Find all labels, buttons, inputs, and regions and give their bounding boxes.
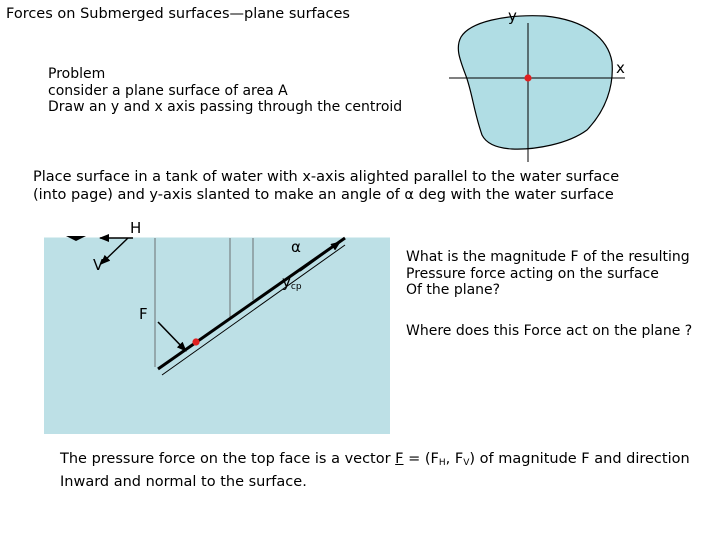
ycp-subscript: cp <box>290 282 302 292</box>
pressure-text-a: The pressure force on the top face is a vector <box>60 451 396 467</box>
pressure-line-1 <box>60 450 690 473</box>
problem-statement <box>48 66 402 116</box>
page-title: Forces on Submerged surfaces—plane surfaces <box>6 6 350 22</box>
question-line-1: What is the magnitude F of the resulting <box>406 249 690 265</box>
y-axis-label: y <box>508 7 517 25</box>
question-line-3: Of the plane? <box>406 282 501 298</box>
pressure-line-2: Inward and normal to the surface. <box>60 474 307 490</box>
placement-description <box>33 168 619 204</box>
pressure-text-c: , F <box>445 451 464 467</box>
x-axis-label: x <box>616 59 625 77</box>
question-line-2: Pressure force acting on the surface <box>406 265 659 282</box>
pressure-text-b: = (F <box>403 451 439 467</box>
pressure-text-d: ) of magnitude F and direction <box>469 451 690 467</box>
H-label: H <box>130 219 142 237</box>
force-vector-symbol: F <box>395 451 404 467</box>
problem-heading: Problem <box>48 66 106 82</box>
alpha-label: α <box>291 238 301 256</box>
ycp-label <box>282 274 302 295</box>
subscript-H: H <box>438 458 446 468</box>
location-question: Where does this Force act on the plane ? <box>406 323 693 339</box>
pressure-force-statement <box>60 450 690 492</box>
subscript-V: V <box>463 458 470 468</box>
F-label: F <box>139 305 148 323</box>
V-label: V <box>93 256 104 274</box>
submerged-centroid-dot <box>192 338 199 345</box>
placement-line-2: (into page) and y-axis slanted to make an angle of α deg with the water surface <box>33 187 614 203</box>
problem-line-axes: Draw an y and x axis passing through the centroid <box>48 99 403 115</box>
magnitude-question <box>406 249 690 299</box>
placement-line-1: Place surface in a tank of water with x-axis alighted parallel to the water surface <box>33 169 620 185</box>
plane-surface-shape <box>458 16 612 149</box>
problem-line-area: consider a plane surface of area A <box>48 82 288 99</box>
centroid-dot <box>524 74 531 81</box>
ycp-main: y <box>282 273 291 291</box>
